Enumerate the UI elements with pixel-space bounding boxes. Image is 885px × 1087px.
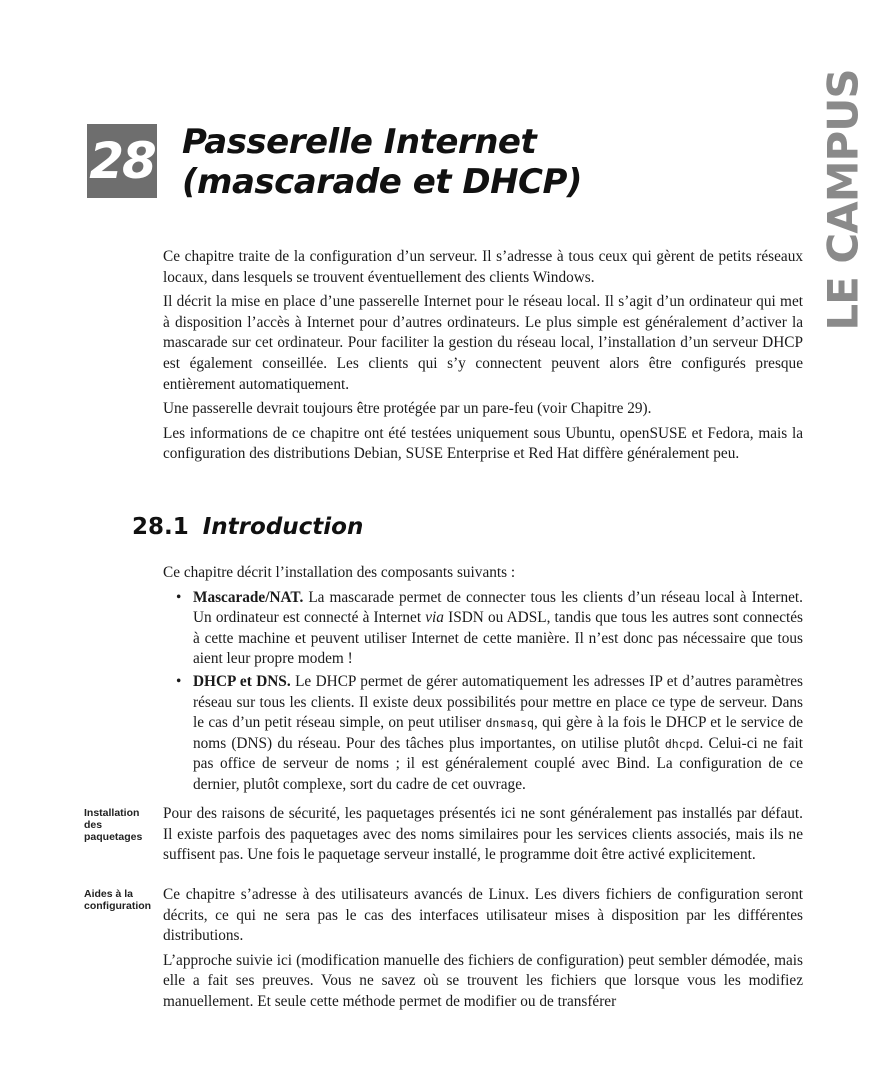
bullet2-text-a: Le DHCP permet de gérer automatiquement les adresses IP et d’autres paramètres réseau sur tous les clients. Il existe deux possibilités pour mettre en place ce type de serveur. Dans le cas d’un petit réseau simple, on peut utiliser: [193, 672, 803, 732]
chapter-title-line2: (mascarade et DHCP): [182, 162, 582, 202]
margin-note-installation: Installation des paquetages: [84, 807, 143, 843]
section-title: Introduction: [202, 514, 364, 540]
component-list: [163, 588, 803, 796]
list-item-mascarade: [163, 588, 803, 670]
section-heading: [132, 514, 363, 540]
bullet1-term: Mascarade/NAT.: [193, 588, 304, 606]
list-item-dhcp: [163, 672, 803, 796]
intro-block: [163, 247, 803, 469]
code-dnsmasq: dnsmasq: [485, 716, 534, 731]
installation-paragraph: Pour des raisons de sécurité, les paquetages présentés ici ne sont généralement pas installés par défaut. Il existe parfois des paquetages avec des noms similaires pour les services clients associés, mais ils ne suffisent pas. Une fois le paquetage serveur installé, le programme doit être activé explicitement.: [163, 805, 803, 864]
section-intro-block: [163, 563, 803, 798]
bullet1-via: via: [425, 609, 444, 627]
intro-paragraph-2: Il décrit la mise en place d’une passerelle Internet pour le réseau local. Il s’agit d’un ordinateur qui met à disposition l’accès à Internet pour d’autres ordinateurs. Le plus simple est généralement d’activer la mascarade sur cet ordinateur. Pour faciliter la gestion du réseau local, l’installation d’un serveur DHCP est également conseillée. Les clients qui s’y connectent peuvent alors être configurés presque entièrement automatiquement.: [163, 293, 803, 393]
configuration-paragraph-2: L’approche suivie ici (modification manuelle des fichiers de configuration) peut sembler démodée, mais elle a fait ses preuves. Vous ne savez où se trouvent les fichiers que lorsque vous les modifiez manuellement. Et seule cette méthode permet de modifier ou de transférer: [163, 951, 803, 1010]
section-number: 28.1: [132, 514, 189, 540]
bullet1-text-b: ISDN ou ADSL, tandis que tous les autres sont connectés à cette machine et peuvent utiliser Internet de cette manière. Il n’est donc pas nécessaire que tous aient leur propre modem !: [193, 609, 804, 668]
side-tab: [818, 70, 868, 330]
chapter-number-box: [87, 124, 157, 198]
margin-note-configuration: Aides à la configuration: [84, 888, 152, 912]
intro-paragraph-1: Ce chapitre traite de la configuration d’un serveur. Il s’adresse à tous ceux qui gèrent de petits réseaux locaux, dans lesquels se trouvent éventuellement des clients Windows.: [163, 248, 803, 286]
bullet2-text-b: , qui gère à la fois le DHCP et le service de noms (DNS) du réseau. Pour des tâches plus importantes, on utilise plutôt: [193, 714, 804, 752]
configuration-block: [163, 885, 803, 1017]
intro-paragraph-4: Les informations de ce chapitre ont été testées uniquement sous Ubuntu, openSUSE et Fedora, mais la configuration des distributions Debian, SUSE Enterprise et Red Hat diffère généralement peu.: [163, 424, 803, 463]
installation-block: [163, 804, 803, 870]
bullet1-text-a: La mascarade permet de connecter tous les clients d’un réseau local à Internet. Un ordinateur est connecté à Internet: [193, 588, 803, 627]
chapter-title-line1: Passerelle Internet: [182, 122, 537, 162]
code-dhcpd: dhcpd: [664, 736, 700, 751]
chapter-title: [182, 122, 582, 202]
intro-paragraph-3: Une passerelle devrait toujours être protégée par un pare-feu (voir Chapitre 29).: [163, 400, 652, 418]
bullet2-term: DHCP et DNS.: [193, 672, 291, 690]
side-tab-label: LE CAMPUS: [818, 69, 868, 331]
chapter-number: 28: [89, 132, 155, 190]
section-lead: Ce chapitre décrit l’installation des composants suivants :: [163, 564, 516, 581]
bullet2-text-c: . Celui-ci ne fait pas office de serveur de noms ; il est généralement couplé avec Bind. La configuration de ce dernier, plutôt complexe, sort du cadre de cet ouvrage.: [193, 734, 803, 793]
configuration-paragraph-1: Ce chapitre s’adresse à des utilisateurs avancés de Linux. Les divers fichiers de configuration seront décrits, ce qui ne sera pas le cas des interfaces utilisateur mises à disposition par les différentes distributions.: [163, 886, 803, 945]
